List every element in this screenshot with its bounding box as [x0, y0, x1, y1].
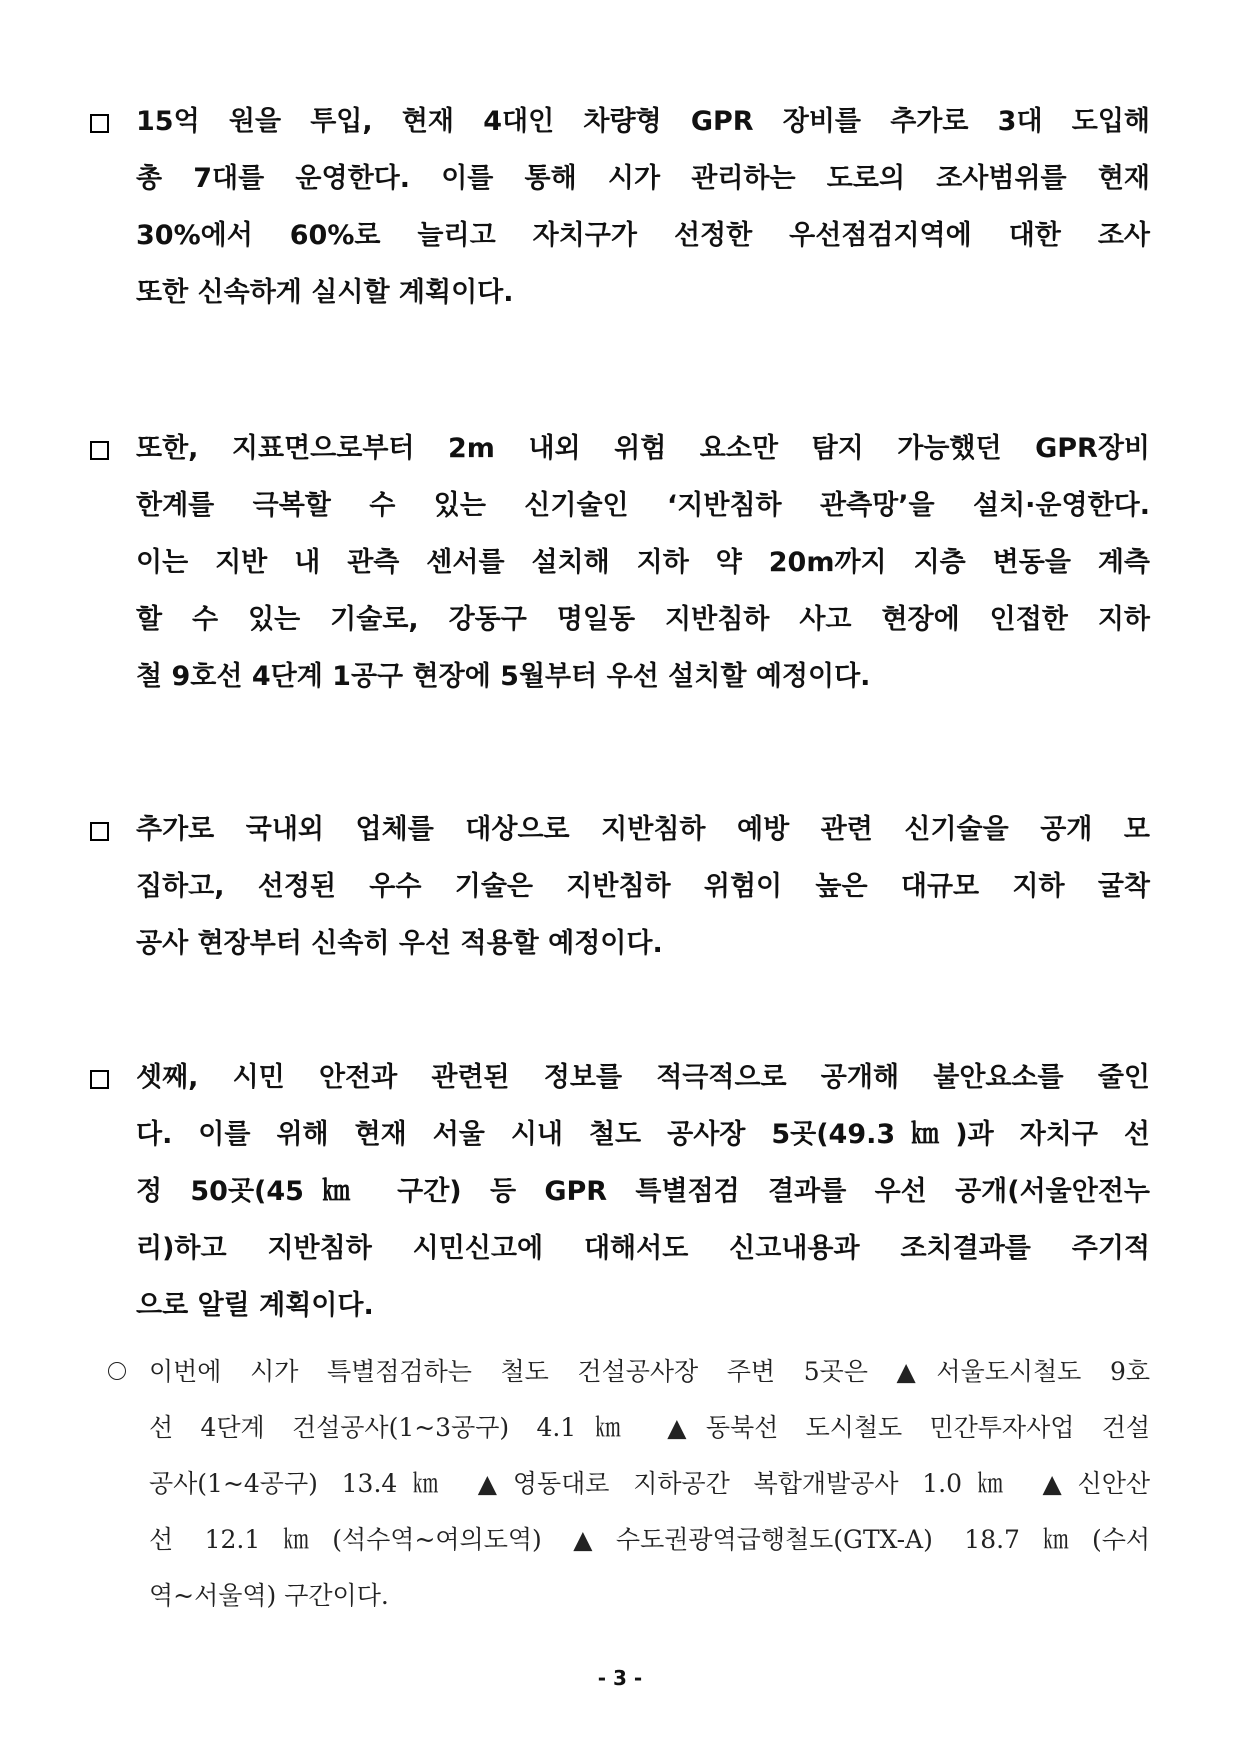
checkbox-bullet-icon — [90, 114, 109, 133]
paragraph-line: 정 50곳(45㎞ 구간) 등 GPR 특별점검 결과를 우선 공개(서울안전누 — [136, 1176, 1150, 1207]
checkbox-bullet-icon — [90, 441, 109, 460]
page-number: - 3 - — [597, 1666, 643, 1690]
paragraph-line: 셋째, 시민 안전과 관련된 정보를 적극적으로 공개해 불안요소를 줄인 — [136, 1062, 1150, 1093]
sub-item-line: 선 4단계 건설공사(1~3공구) 4.1㎞ ▲동북선 도시철도 민간투자사업 건설 — [149, 1413, 1150, 1442]
paragraph-line: 30%에서 60%로 늘리고 자치구가 선정한 우선점검지역에 대한 조사 — [136, 220, 1150, 251]
paragraph-line: 한계를 극복할 수 있는 신기술인 ‘지반침하 관측망’을 설치·운영한다. — [136, 490, 1150, 521]
paragraph-line: 다. 이를 위해 현재 서울 시내 철도 공사장 5곳(49.3㎞)과 자치구 선 — [136, 1119, 1150, 1150]
checkbox-bullet-icon — [90, 1070, 109, 1089]
sub-item-line: 선 12.1㎞(석수역~여의도역) ▲수도권광역급행철도(GTX-A) 18.7㎞(수서 — [149, 1525, 1150, 1554]
sub-item-line: 역~서울역) 구간이다. — [149, 1581, 389, 1610]
paragraph-line: 이는 지반 내 관측 센서를 설치해 지하 약 20m까지 지층 변동을 계측 — [136, 547, 1150, 578]
paragraph-line: 철 9호선 4단계 1공구 현장에 5월부터 우선 설치할 예정이다. — [136, 661, 871, 692]
paragraph-line: 집하고, 선정된 우수 기술은 지반침하 위험이 높은 대규모 지하 굴착 — [136, 871, 1150, 902]
paragraph-line: 총 7대를 운영한다. 이를 통해 시가 관리하는 도로의 조사범위를 현재 — [136, 163, 1150, 194]
paragraph-line: 또한 신속하게 실시할 계획이다. — [136, 277, 514, 308]
sub-item-line: 이번에 시가 특별점검하는 철도 건설공사장 주변 5곳은 ▲서울도시철도 9호 — [149, 1357, 1150, 1386]
paragraph-line: 공사 현장부터 신속히 우선 적용할 예정이다. — [136, 928, 663, 959]
circle-bullet-icon — [108, 1362, 126, 1380]
checkbox-bullet-icon — [90, 822, 109, 841]
paragraph-line: 할 수 있는 기술로, 강동구 명일동 지반침하 사고 현장에 인접한 지하 — [136, 604, 1150, 635]
sub-item-line: 공사(1~4공구) 13.4㎞ ▲영동대로 지하공간 복합개발공사 1.0㎞ ▲신안산 — [149, 1469, 1150, 1498]
paragraph-line: 리)하고 지반침하 시민신고에 대해서도 신고내용과 조치결과를 주기적 — [136, 1233, 1150, 1264]
paragraph-line: 15억 원을 투입, 현재 4대인 차량형 GPR 장비를 추가로 3대 도입해 — [136, 106, 1150, 137]
paragraph-line: 추가로 국내외 업체를 대상으로 지반침하 예방 관련 신기술을 공개 모 — [136, 814, 1150, 845]
paragraph-line: 또한, 지표면으로부터 2m 내외 위험 요소만 탐지 가능했던 GPR장비 — [136, 433, 1150, 464]
paragraph-line: 으로 알릴 계획이다. — [136, 1290, 374, 1321]
